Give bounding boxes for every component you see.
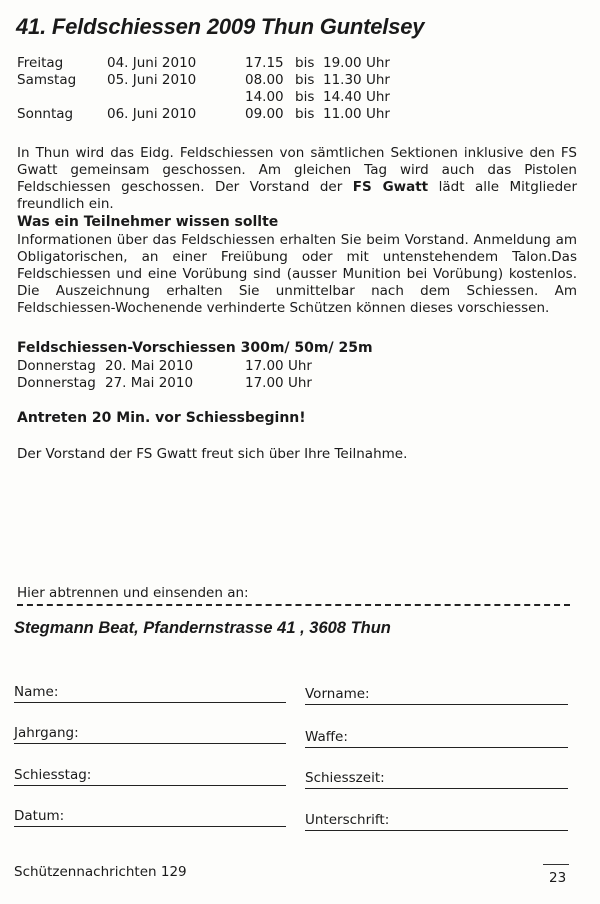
vorschiessen-date: 27. Mai 2010 (105, 375, 194, 391)
name-label: Name: (14, 684, 59, 700)
schedule-from: 14.00 (245, 89, 284, 105)
vorname-field[interactable] (305, 704, 568, 705)
form-instruction: Hier abtrennen und einsenden an: (17, 585, 249, 601)
schedule-to: 19.00 Uhr (323, 55, 390, 71)
vorname-label: Vorname: (305, 686, 370, 702)
vorschiessen-day: Donnerstag (17, 375, 96, 391)
schiesstag-field[interactable] (14, 785, 286, 786)
waffe-field[interactable] (305, 747, 568, 748)
intro-paragraph (17, 145, 577, 213)
unterschrift-label: Unterschrift: (305, 812, 390, 828)
page-number: 23 (549, 870, 567, 886)
mailing-address: Stegmann Beat, Pfandernstrasse 41 , 3608 Thun (14, 619, 391, 637)
schiesszeit-field[interactable] (305, 788, 568, 789)
page-title: 41. Feldschiessen 2009 Thun Guntelsey (16, 14, 425, 39)
vorschiessen-heading: Feldschiessen-Vorschiessen 300m/ 50m/ 25m (17, 340, 373, 356)
jahrgang-field[interactable] (14, 743, 286, 744)
schedule-bis: bis (295, 89, 315, 105)
schedule-bis: bis (295, 72, 315, 88)
waffe-label: Waffe: (305, 729, 348, 745)
schedule-to: 11.00 Uhr (323, 106, 390, 122)
intro-text-2: lädt alle Mitglieder freundlich ein. (17, 179, 577, 212)
intro-club-name: FS Gwatt (352, 179, 429, 195)
schedule-from: 17.15 (245, 55, 284, 71)
schedule-date: 05. Juni 2010 (107, 72, 197, 88)
info-paragraph (17, 232, 577, 317)
cut-line (17, 604, 570, 606)
vorschiessen-day: Donnerstag (17, 358, 96, 374)
schedule-day: Freitag (17, 55, 64, 71)
closing-text: Der Vorstand der FS Gwatt freut sich über Ihre Teilnahme. (17, 446, 408, 462)
closing-paragraph (17, 446, 577, 463)
intro-text-1: In Thun wird das Eidg. Feldschiessen von sämtlichen Sektionen inklusive den FS Gwatt gemeinsam geschossen. Am gleichen Tag wird auch das Pistolen Feldschiessen geschossen. Der Vorstand der (17, 145, 577, 195)
schedule-to: 14.40 Uhr (323, 89, 390, 105)
datum-label: Datum: (14, 808, 65, 824)
schiesszeit-label: Schiesszeit: (305, 770, 385, 786)
vorschiessen-time: 17.00 Uhr (245, 375, 312, 391)
info-text: Informationen über das Feldschiessen erhalten Sie beim Vorstand. Anmeldung am Obligatorischen, an einer Freiübung oder mit untenstehendem Talon.Das Feldschiessen und eine Vorübung sind (ausser Munition bei Vorübung) kostenlos. Die Auszeichnung erhalten Sie unmittelbar nach dem Schiessen. Am Feldschiessen-Wochenende verhinderte Schützen können dieses vorschiessen. (17, 232, 577, 316)
schedule-date: 04. Juni 2010 (107, 55, 197, 71)
page-number-rule (543, 864, 569, 865)
info-heading: Was ein Teilnehmer wissen sollte (17, 214, 279, 230)
schedule-bis: bis (295, 106, 315, 122)
antreten-notice: Antreten 20 Min. vor Schiessbeginn! (17, 410, 306, 426)
schedule-to: 11.30 Uhr (323, 72, 390, 88)
schedule-day: Sonntag (17, 106, 74, 122)
publication-name: Schützennachrichten 129 (14, 864, 187, 880)
schedule-date: 06. Juni 2010 (107, 106, 197, 122)
vorschiessen-date: 20. Mai 2010 (105, 358, 194, 374)
schedule-from: 08.00 (245, 72, 284, 88)
datum-field[interactable] (14, 826, 286, 827)
schiesstag-label: Schiesstag: (14, 767, 92, 783)
jahrgang-label: Jahrgang: (14, 725, 79, 741)
schedule-from: 09.00 (245, 106, 284, 122)
vorschiessen-time: 17.00 Uhr (245, 358, 312, 374)
unterschrift-field[interactable] (305, 830, 568, 831)
name-field[interactable] (14, 702, 286, 703)
schedule-bis: bis (295, 55, 315, 71)
schedule-day: Samstag (17, 72, 77, 88)
